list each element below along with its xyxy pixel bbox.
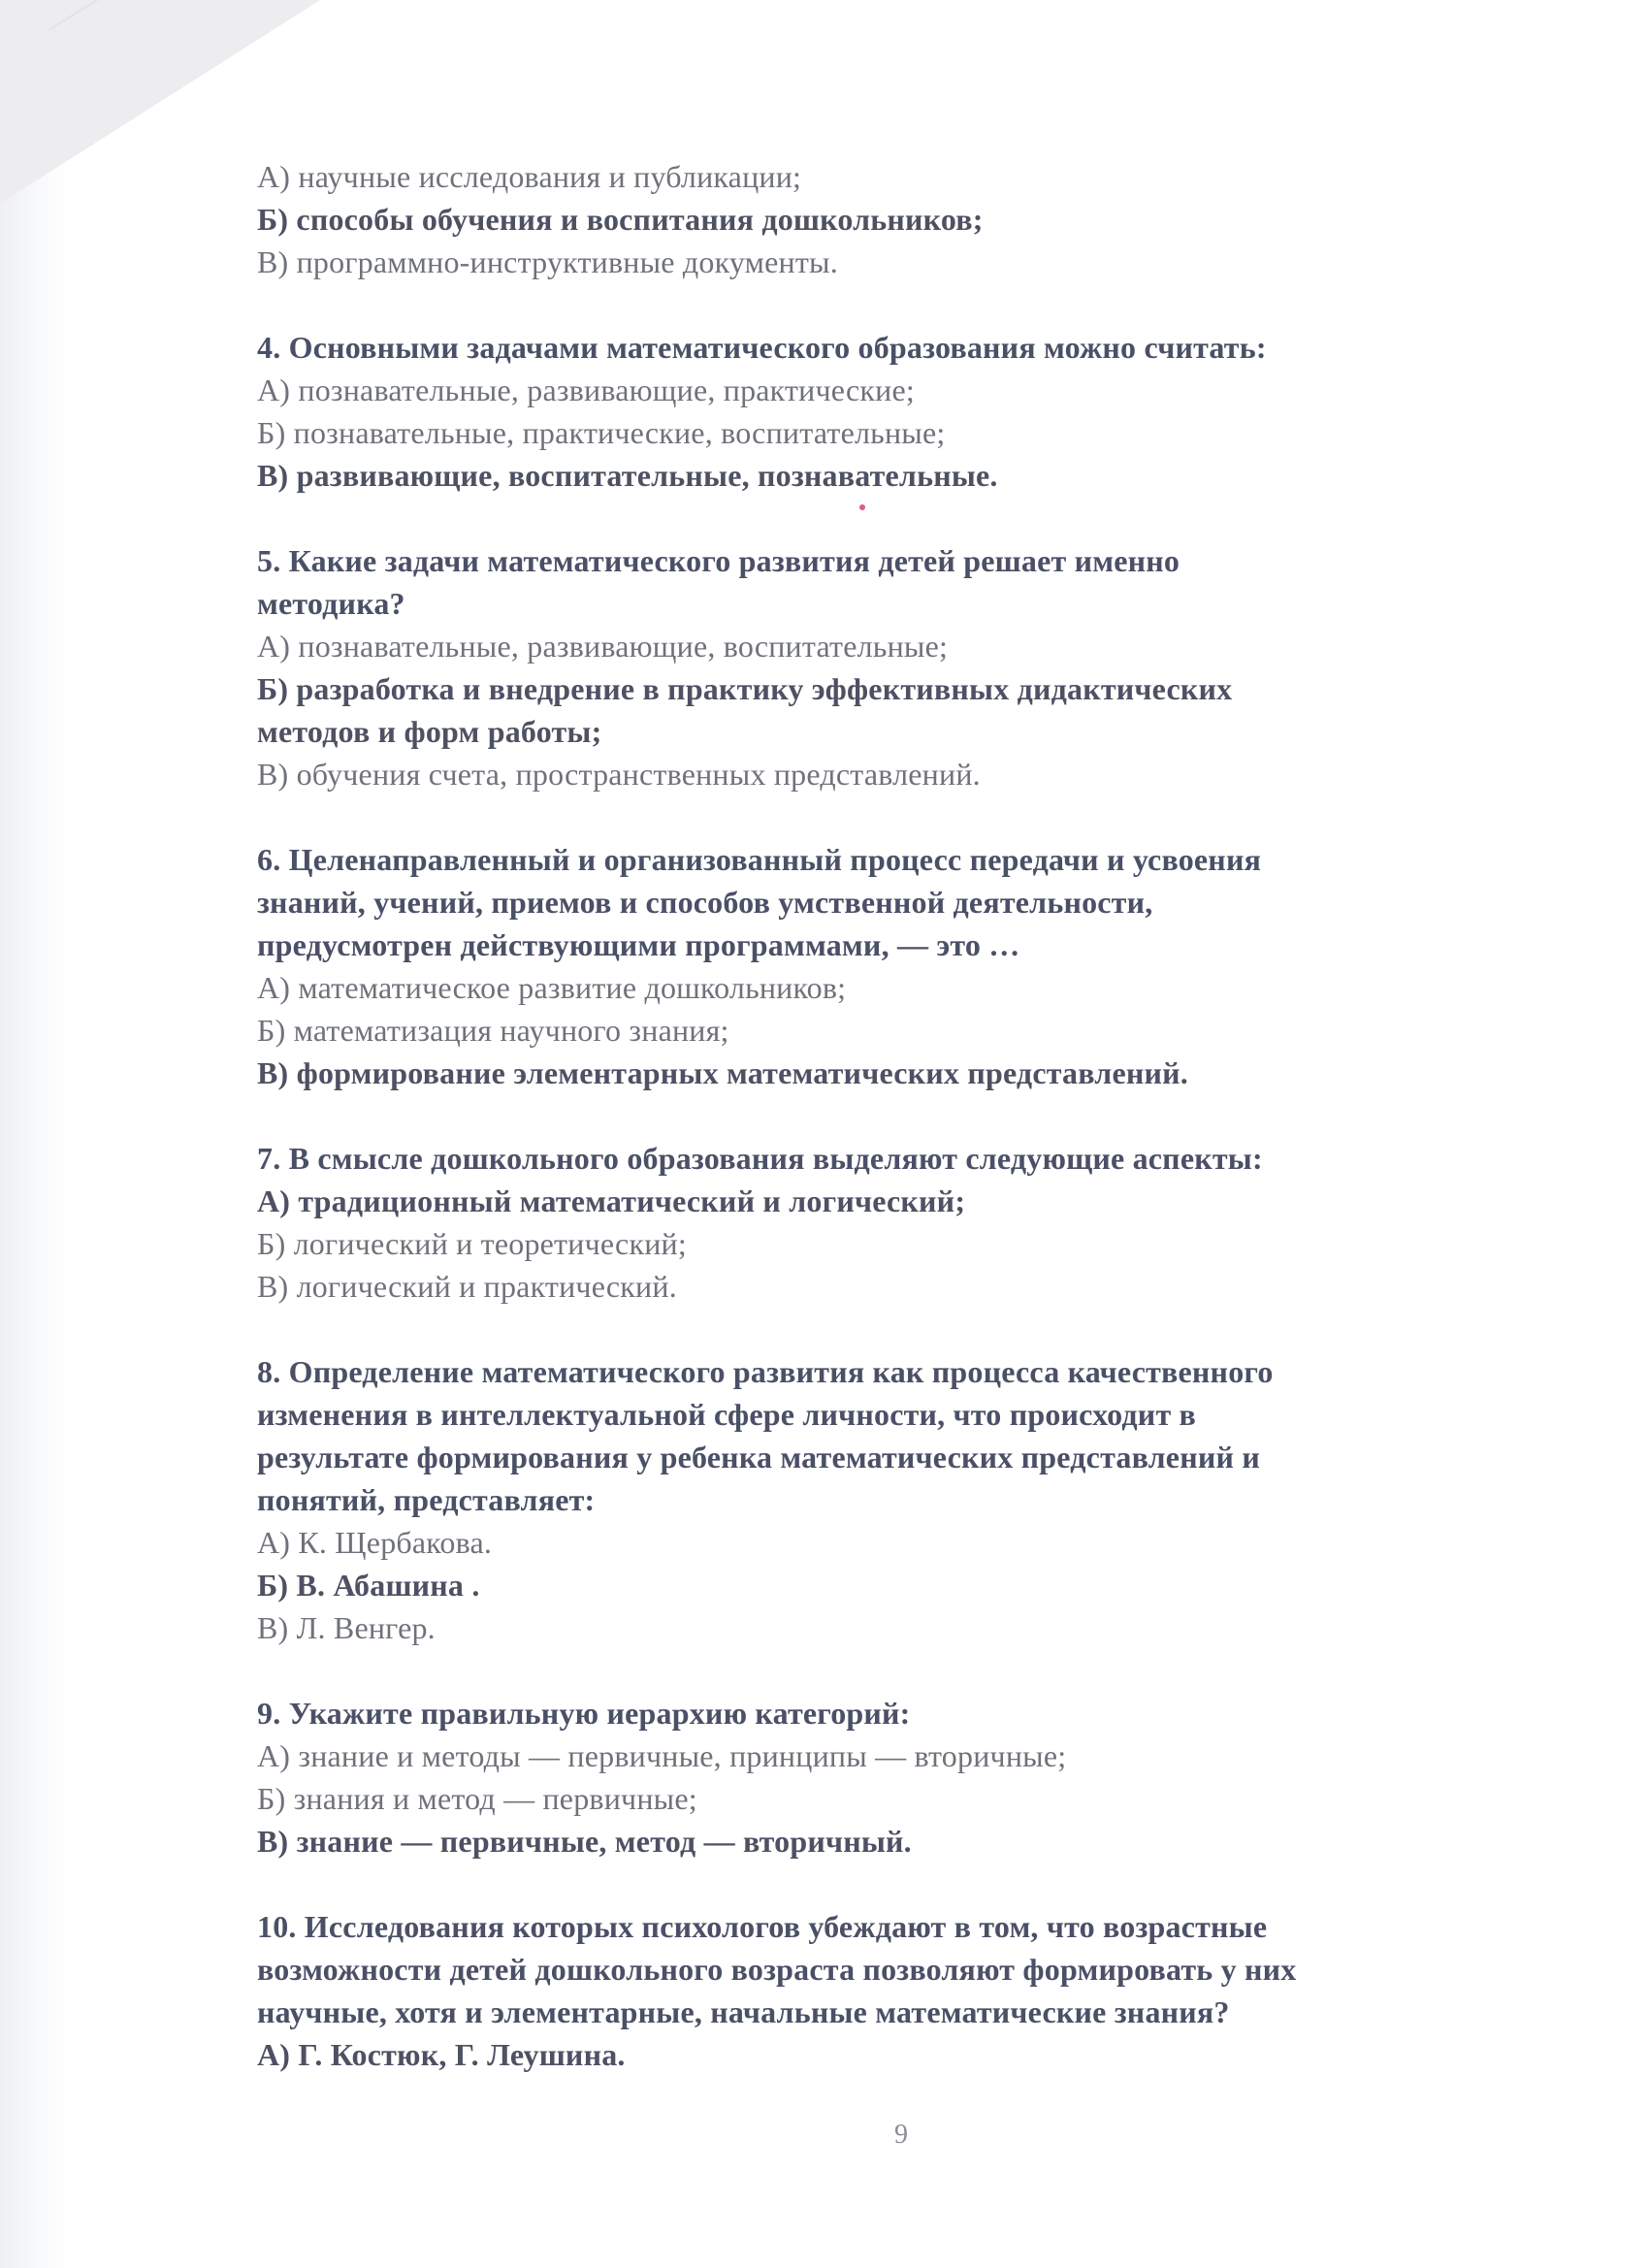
spacer <box>257 1094 1537 1137</box>
spacer <box>257 1649 1537 1692</box>
question-block <box>257 838 1537 1094</box>
question-text: 10. Исследования которых психологов убеждают в том, что возрастные <box>257 1909 1268 1944</box>
answer-option-correct: А) Г. Костюк, Г. Леушина. <box>257 2037 626 2072</box>
question-text: методика? <box>257 586 405 621</box>
answer-option-correct: В) знание — первичные, метод — вторичный. <box>257 1824 912 1859</box>
question-text: результате формирования у ребенка математических представлений и <box>257 1440 1260 1474</box>
question-block <box>257 539 1537 795</box>
answer-option: В) Л. Венгер. <box>257 1610 436 1645</box>
answer-option: А) К. Щербакова. <box>257 1525 493 1560</box>
answer-option: Б) логический и теоретический; <box>257 1226 687 1261</box>
answer-option: А) знание и методы — первичные, принципы — вторичные; <box>257 1738 1067 1773</box>
question-text: 4. Основными задачами математического образования можно считать: <box>257 330 1267 365</box>
spacer <box>257 283 1537 326</box>
question-text: изменения в интеллектуальной сфере личности, что происходит в <box>257 1397 1197 1432</box>
answer-option-correct: Б) В. Абашина . <box>257 1568 480 1603</box>
question-text: 6. Целенаправленный и организованный процесс передачи и усвоения <box>257 842 1262 877</box>
answer-option-correct: В) развивающие, воспитательные, познавательные. <box>257 458 998 493</box>
question-text: предусмотрен действующими программами, — это … <box>257 927 1020 962</box>
answer-option: В) программно-инструктивные документы. <box>257 244 838 279</box>
spacer <box>257 795 1537 838</box>
answer-option-correct: В) формирование элементарных математических представлений. <box>257 1055 1188 1090</box>
question-block <box>257 1692 1537 1863</box>
answer-option: А) научные исследования и публикации; <box>257 159 802 194</box>
question-text: 9. Укажите правильную иерархию категорий: <box>257 1696 911 1731</box>
question-text: 7. В смысле дошкольного образования выделяют следующие аспекты: <box>257 1141 1263 1176</box>
answer-option-correct: Б) разработка и внедрение в практику эффективных дидактических <box>257 671 1233 706</box>
answer-option: Б) знания и метод — первичные; <box>257 1781 697 1816</box>
spacer <box>257 1863 1537 1905</box>
question-block <box>257 1905 1537 2076</box>
question-text: понятий, представляет: <box>257 1482 596 1517</box>
spacer <box>257 1308 1537 1350</box>
answer-option: Б) познавательные, практические, воспитательные; <box>257 415 946 450</box>
answer-option-correct: А) традиционный математический и логический; <box>257 1183 966 1218</box>
answer-option: А) познавательные, развивающие, практические; <box>257 373 915 407</box>
question-block <box>257 155 1537 283</box>
question-text: возможности детей дошкольного возраста позволяют формировать у них <box>257 1952 1297 1987</box>
answer-option: А) математическое развитие дошкольников; <box>257 970 847 1005</box>
page-number: 9 <box>894 2120 908 2150</box>
question-block <box>257 326 1537 497</box>
test-content <box>257 155 1537 2076</box>
question-text: научные, хотя и элементарные, начальные математические знания? <box>257 1994 1230 2029</box>
question-block <box>257 1350 1537 1649</box>
question-text: 8. Определение математического развития как процесса качественного <box>257 1354 1274 1389</box>
spacer <box>257 497 1537 539</box>
answer-option: В) логический и практический. <box>257 1269 677 1304</box>
scan-edge-shadow <box>0 0 68 2268</box>
answer-option-correct: методов и форм работы; <box>257 714 602 749</box>
question-text: 5. Какие задачи математического развития детей решает именно <box>257 543 1180 578</box>
answer-option: Б) математизация научного знания; <box>257 1013 729 1048</box>
answer-option: В) обучения счета, пространственных представлений. <box>257 757 981 792</box>
question-block <box>257 1137 1537 1308</box>
answer-option-correct: Б) способы обучения и воспитания дошкольников; <box>257 202 984 237</box>
answer-option: А) познавательные, развивающие, воспитательные; <box>257 629 949 664</box>
question-text: знаний, учений, приемов и способов умственной деятельности, <box>257 885 1153 920</box>
